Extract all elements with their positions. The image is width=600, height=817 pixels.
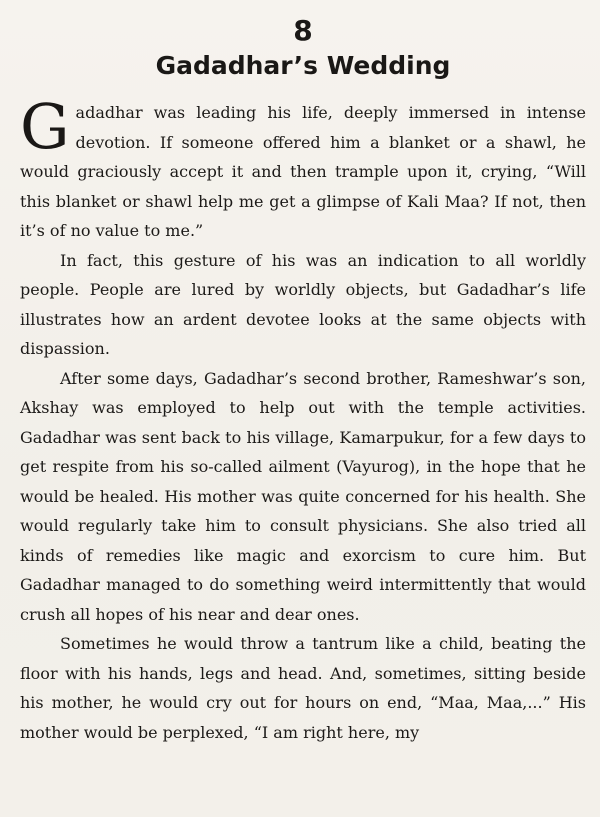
paragraph-1-text: adadhar was leading his life, deeply immersed in intense devotion. If someone offered him a blanket or a shawl, he would graciously accept it and then trample upon it, crying, “Will this blanket or shawl help me get a glimpse of Kali Maa? If not, then it’s of no value to me.” bbox=[20, 103, 586, 240]
chapter-number: 8 bbox=[293, 14, 313, 47]
paragraph-3: After some days, Gadadhar’s second brother, Rameshwar’s son, Akshay was employed to help out with the temple activities. Gadadhar was sent back to his village, Kamarpukur, for a few days to get respite from his so-called ailment (Vayurog), in the hope that he would be healed. His mother was quite concerned for his health. She would regularly take him to consult physicians. She also tried all kinds of remedies like magic and exorcism to cure him. But Gadadhar managed to do something weird intermittently that would crush all hopes of his near and dear ones. bbox=[20, 368, 586, 624]
paragraph-4: Sometimes he would throw a tantrum like a child, beating the floor with his hands, legs and head. And, sometimes, sitting beside his mother, he would cry out for hours on end, “Maa, Maa,...” His mother would be perplexed, “I am right here, my bbox=[20, 634, 586, 742]
drop-cap: G bbox=[20, 90, 70, 163]
chapter-title: Gadadhar’s Wedding bbox=[155, 51, 451, 80]
chapter-body bbox=[20, 90, 586, 747]
paragraph-1 bbox=[20, 90, 586, 246]
paragraph-2: In fact, this gesture of his was an indication to all worldly people. People are lured by worldly objects, but Gadadhar’s life illustrates how an ardent devotee looks at the same objects with dispassion. bbox=[20, 250, 586, 358]
